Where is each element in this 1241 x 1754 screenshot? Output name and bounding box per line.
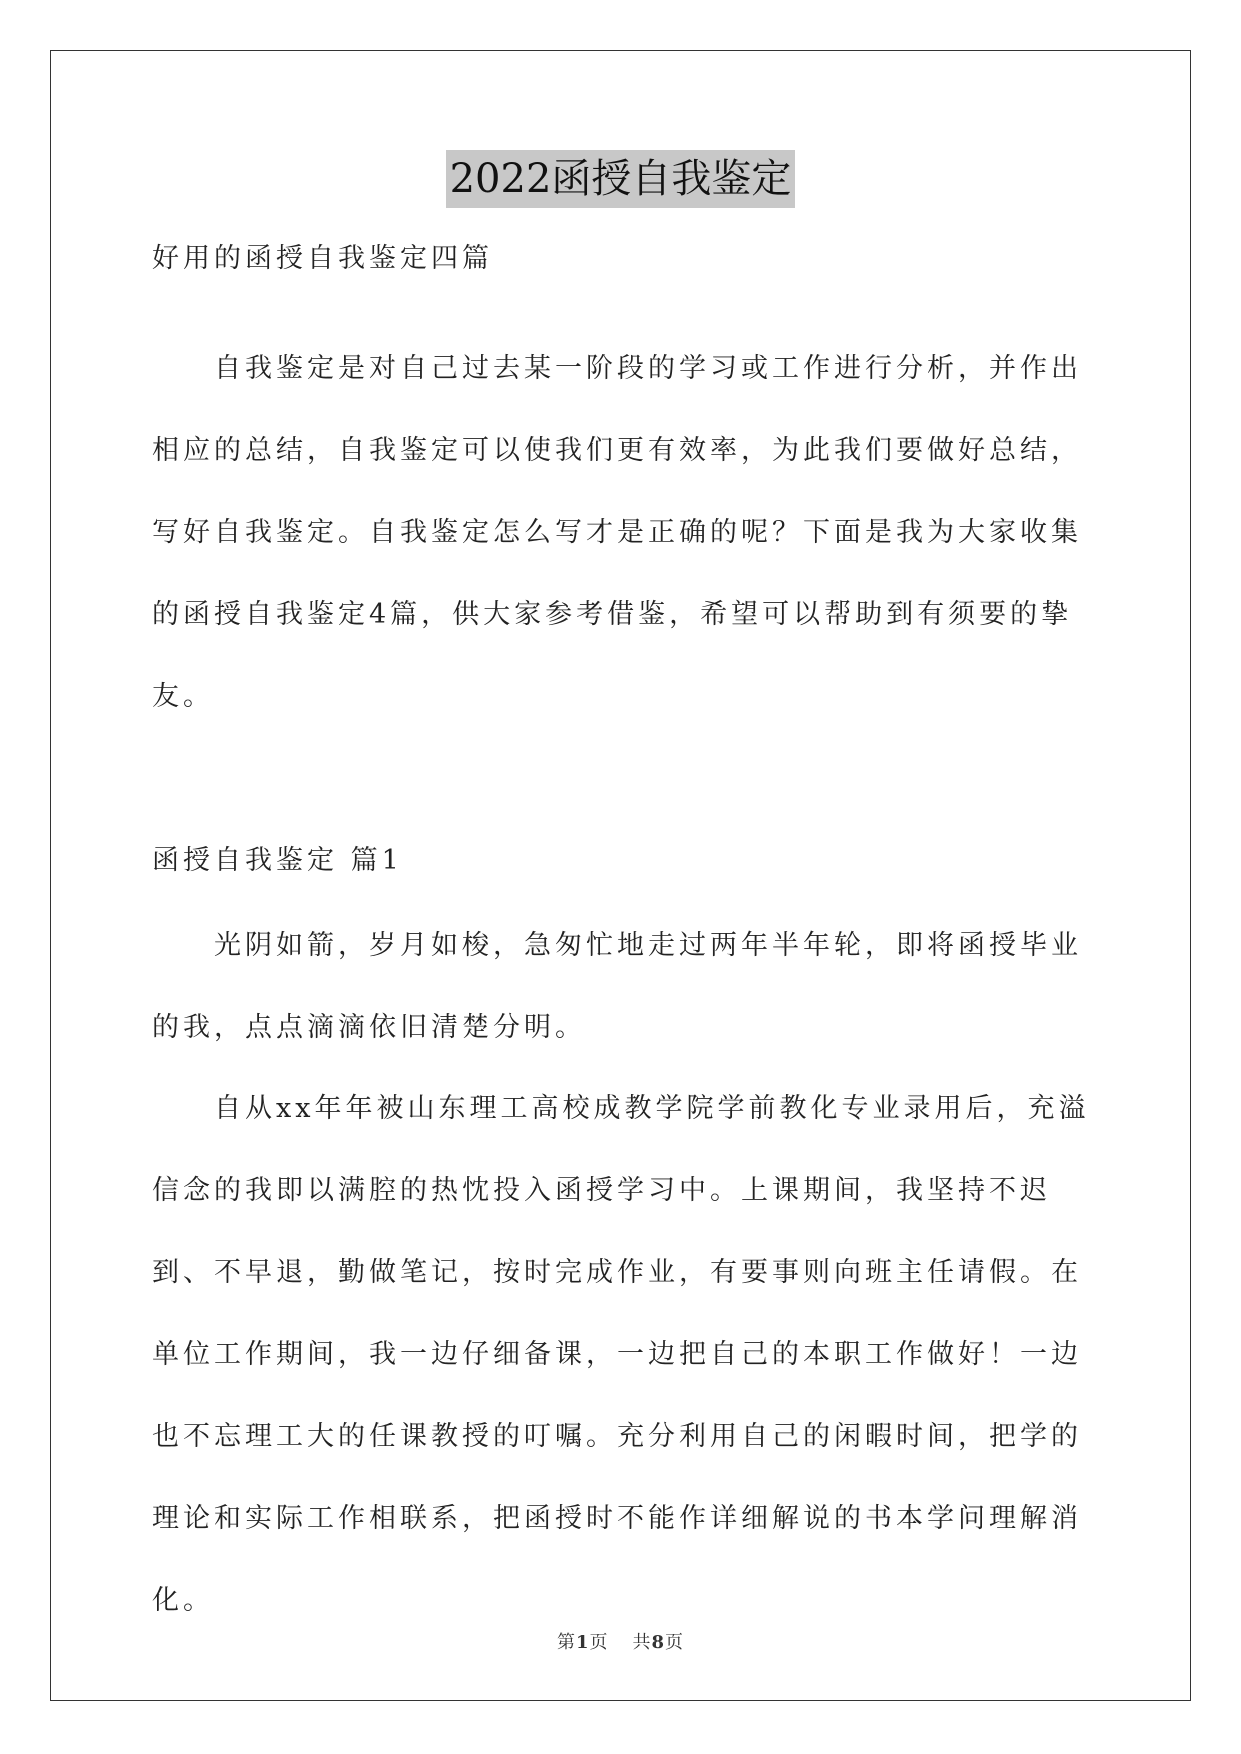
title-container <box>0 150 1241 208</box>
footer-total-prefix: 共 <box>632 1632 652 1653</box>
body-paragraph-1: 光阴如箭，岁月如梭，急匆忙地走过两年半年轮，即将函授毕业的我，点点滴滴依旧清楚分明。 <box>152 930 1082 1043</box>
body-paragraph-2: 自从xx年年被山东理工高校成教学院学前教化专业录用后，充溢信念的我即以满腔的热忱投入函授学习中。上课期间，我坚持不迟到、不早退，勤做笔记，按时完成作业，有要事则向班主任请假。在单位工作期间，我一边仔细备课，一边把自己的本职工作做好！一边也不忘理工大的任课教授的叮嘱。充分利用自己的闲暇时间，把学的理论和实际工作相联系，把函授时不能作详细解说的书本学问理解消化。 <box>152 1093 1090 1616</box>
footer-page-prefix: 第 <box>556 1632 576 1653</box>
document-subtitle: 好用的函授自我鉴定四篇 <box>152 243 493 274</box>
footer-total-suffix: 页 <box>665 1632 685 1653</box>
section-heading: 函授自我鉴定 篇1 <box>152 845 403 876</box>
footer-total-pages: 8 <box>651 1632 666 1653</box>
document-title: 2022函授自我鉴定 <box>446 150 796 208</box>
footer-page-suffix: 页 <box>589 1632 609 1653</box>
footer-page-number: 1 <box>575 1632 590 1653</box>
intro-paragraph: 自我鉴定是对自己过去某一阶段的学习或工作进行分析，并作出相应的总结，自我鉴定可以使我们更有效率，为此我们要做好总结，写好自我鉴定。自我鉴定怎么写才是正确的呢？下面是我为大家收集的函授自我鉴定4篇，供大家参考借鉴，希望可以帮助到有须要的挚友。 <box>152 353 1082 712</box>
page-footer <box>0 1628 1241 1654</box>
